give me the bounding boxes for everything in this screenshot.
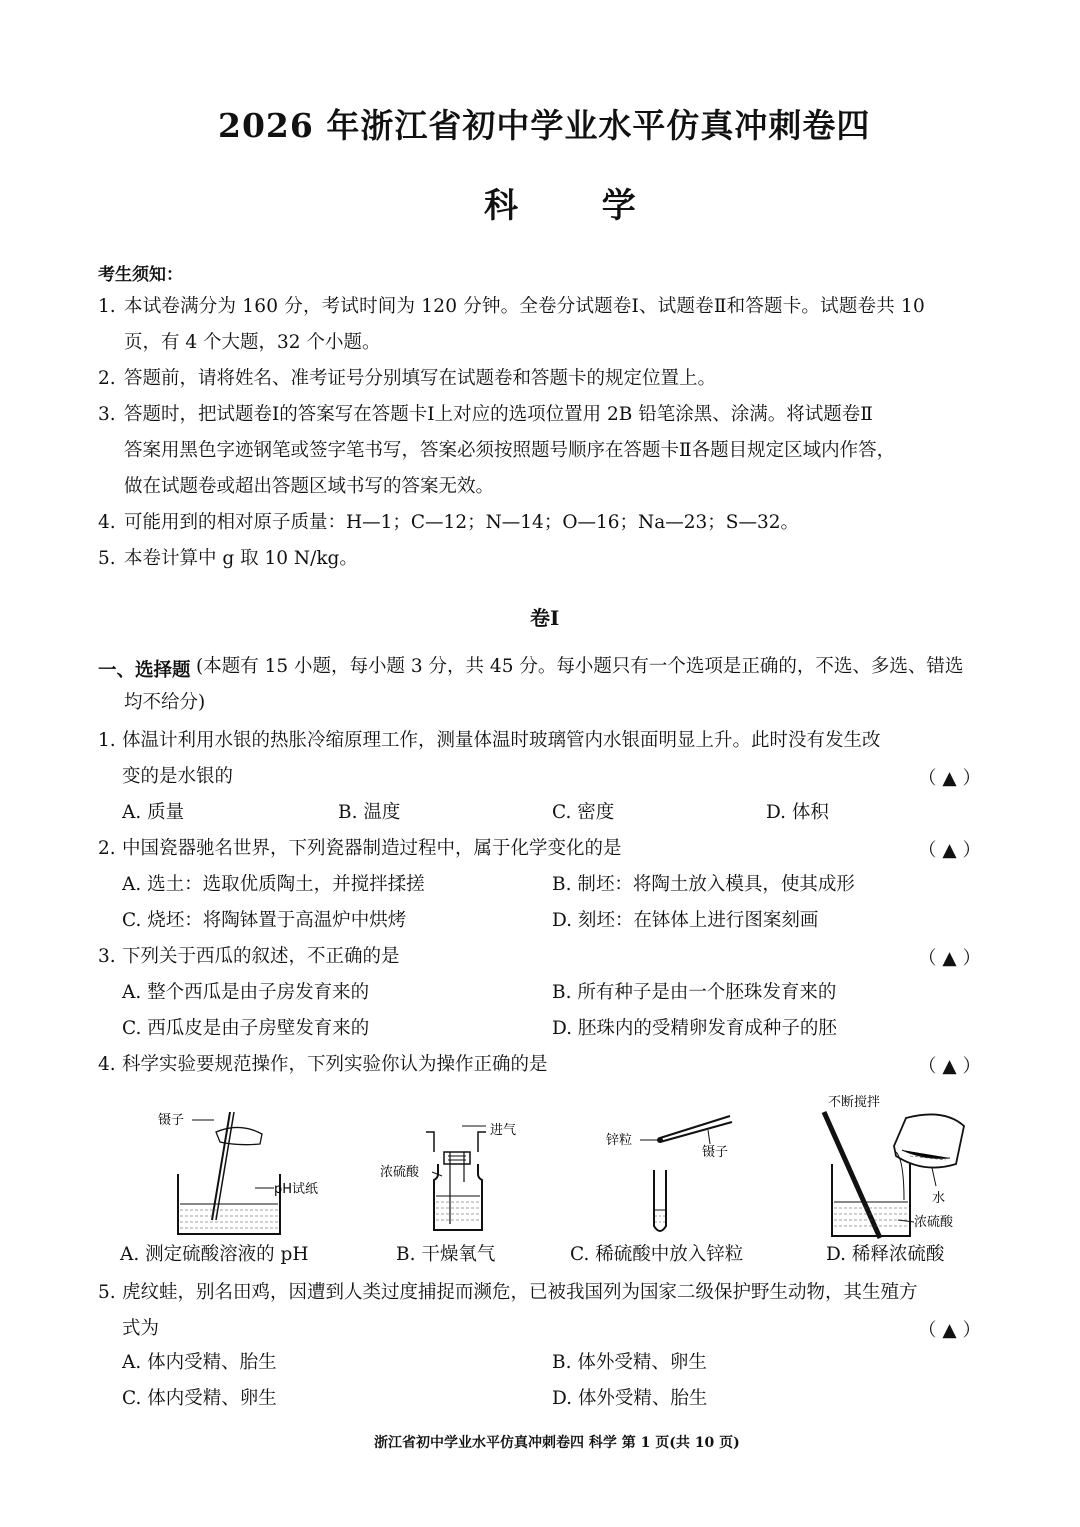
q1-stem-1: 体温计利用水银的热胀冷缩原理工作，测量体温时玻璃管内水银面明显上升。此时没有发生改 xyxy=(122,730,881,751)
q1-answer-blank[interactable]: （ ▲ ） xyxy=(918,768,981,789)
figure-b-drying xyxy=(378,1112,538,1242)
part-desc-line-2: 均不给分) xyxy=(124,692,206,713)
q2-stem-1: 中国瓷器驰名世界，下列瓷器制造过程中，属于化学变化的是 xyxy=(122,838,622,859)
section-title: 卷Ⅰ xyxy=(530,606,560,630)
q2-option-a[interactable]: A. 选土：选取优质陶土，并搅拌揉搓 xyxy=(122,874,425,895)
q4-option-d[interactable]: D. 稀释浓硫酸 xyxy=(826,1244,945,1265)
figure-d-label-acid: 浓硫酸 xyxy=(914,1215,954,1230)
q1-num: 1. xyxy=(98,730,116,751)
q1-option-b[interactable]: B. 温度 xyxy=(338,802,401,823)
figure-c-zinc xyxy=(598,1112,748,1242)
q2-option-d[interactable]: D. 刻坯：在钵体上进行图案刻画 xyxy=(552,910,819,931)
q4-option-a[interactable]: A. 测定硫酸溶液的 pH xyxy=(120,1244,309,1265)
q3-answer-blank[interactable]: （ ▲ ） xyxy=(918,948,981,969)
q3-num: 3. xyxy=(98,946,116,967)
notice-4-num: 4. xyxy=(98,512,116,533)
notice-1-line-1: 本试卷满分为 160 分，考试时间为 120 分钟。全卷分试题卷Ⅰ、试题卷Ⅱ和答题卡。试题卷共 10 xyxy=(124,296,925,317)
notice-5-line-1: 本卷计算中 g 取 10 N/kg。 xyxy=(124,548,358,569)
figure-a-ph-test xyxy=(150,1092,330,1242)
notice-5-num: 5. xyxy=(98,548,116,569)
q3-option-c[interactable]: C. 西瓜皮是由子房壁发育来的 xyxy=(122,1018,370,1039)
exam-title: 2026 年浙江省初中学业水平仿真冲刺卷四 xyxy=(218,106,871,145)
part-desc-line-1: (本题有 15 小题，每小题 3 分，共 45 分。每小题只有一个选项是正确的，不选、多选、错选 xyxy=(196,656,964,677)
q1-stem-2: 变的是水银的 xyxy=(122,766,234,787)
figure-d-label-stir: 不断搅拌 xyxy=(828,1095,881,1110)
notice-1-line-2: 页，有 4 个大题，32 个小题。 xyxy=(124,332,381,353)
q1-option-c[interactable]: C. 密度 xyxy=(552,802,615,823)
part-title: 一、选择题 xyxy=(98,660,191,681)
q5-answer-blank[interactable]: （ ▲ ） xyxy=(918,1320,981,1341)
figure-d-label-water: 水 xyxy=(932,1191,946,1206)
q5-option-d[interactable]: D. 体外受精、胎生 xyxy=(552,1388,708,1409)
notice-3-line-1: 答题时，把试题卷Ⅰ的答案写在答题卡Ⅰ上对应的选项位置用 2B 铅笔涂黑、涂满。将试题卷Ⅱ xyxy=(124,404,873,425)
figure-a-label-ph: pH试纸 xyxy=(274,1182,319,1197)
figure-b-label-acid: 浓硫酸 xyxy=(380,1165,420,1180)
figure-c-label-tweezers: 镊子 xyxy=(702,1145,729,1160)
notice-3-num: 3. xyxy=(98,404,116,425)
subject-char-2: 学 xyxy=(601,186,636,226)
q1-option-d[interactable]: D. 体积 xyxy=(766,802,829,823)
q2-option-b[interactable]: B. 制坯：将陶土放入模具，使其成形 xyxy=(552,874,855,895)
q4-option-b[interactable]: B. 干燥氧气 xyxy=(396,1244,496,1265)
q4-stem-1: 科学实验要规范操作，下列实验你认为操作正确的是 xyxy=(122,1054,548,1075)
figure-b-label-gas-in: 进气 xyxy=(490,1123,517,1138)
notice-4-line-1: 可能用到的相对原子质量：H—1；C—12；N—14；O—16；Na—23；S—32。 xyxy=(124,512,800,533)
q5-stem-2: 式为 xyxy=(122,1318,160,1339)
q2-answer-blank[interactable]: （ ▲ ） xyxy=(918,840,981,861)
subject-title xyxy=(484,178,636,227)
figure-d-dilute xyxy=(814,1090,984,1242)
q4-option-c[interactable]: C. 稀硫酸中放入锌粒 xyxy=(570,1244,744,1265)
subject-char-1: 科 xyxy=(484,186,518,226)
notice-2-line-1: 答题前，请将姓名、准考证号分别填写在试题卷和答题卡的规定位置上。 xyxy=(124,368,717,389)
q3-option-a[interactable]: A. 整个西瓜是由子房发育来的 xyxy=(122,982,370,1003)
page-footer: 浙江省初中学业水平仿真冲刺卷四 科学 第 1 页(共 10 页) xyxy=(374,1435,740,1451)
q5-num: 5. xyxy=(98,1282,116,1303)
q5-option-b[interactable]: B. 体外受精、卵生 xyxy=(552,1352,707,1373)
q2-option-c[interactable]: C. 烧坯：将陶钵置于高温炉中烘烤 xyxy=(122,910,407,931)
figure-c-label-zinc: 锌粒 xyxy=(606,1133,633,1148)
notice-3-line-2: 答案用黑色字迹钢笔或签字笔书写，答案必须按照题号顺序在答题卡Ⅱ各题目规定区域内作答， xyxy=(124,440,896,461)
notice-heading: 考生须知： xyxy=(98,265,183,285)
notice-1-num: 1. xyxy=(98,296,116,317)
q5-option-c[interactable]: C. 体内受精、卵生 xyxy=(122,1388,277,1409)
q3-option-d[interactable]: D. 胚珠内的受精卵发育成种子的胚 xyxy=(552,1018,837,1039)
q3-option-b[interactable]: B. 所有种子是由一个胚珠发育来的 xyxy=(552,982,837,1003)
figure-a-label-tweezers: 镊子 xyxy=(158,1113,185,1128)
notice-2-num: 2. xyxy=(98,368,116,389)
q1-option-a[interactable]: A. 质量 xyxy=(122,802,185,823)
q4-answer-blank[interactable]: （ ▲ ） xyxy=(918,1056,981,1077)
q4-num: 4. xyxy=(98,1054,116,1075)
notice-3-line-3: 做在试题卷或超出答题区域书写的答案无效。 xyxy=(124,476,495,497)
q3-stem-1: 下列关于西瓜的叙述，不正确的是 xyxy=(122,946,400,967)
q5-stem-1: 虎纹蛙，别名田鸡，因遭到人类过度捕捉而濒危，已被我国列为国家二级保护野生动物，其生殖方 xyxy=(122,1282,918,1303)
q2-num: 2. xyxy=(98,838,116,859)
q5-option-a[interactable]: A. 体内受精、胎生 xyxy=(122,1352,277,1373)
